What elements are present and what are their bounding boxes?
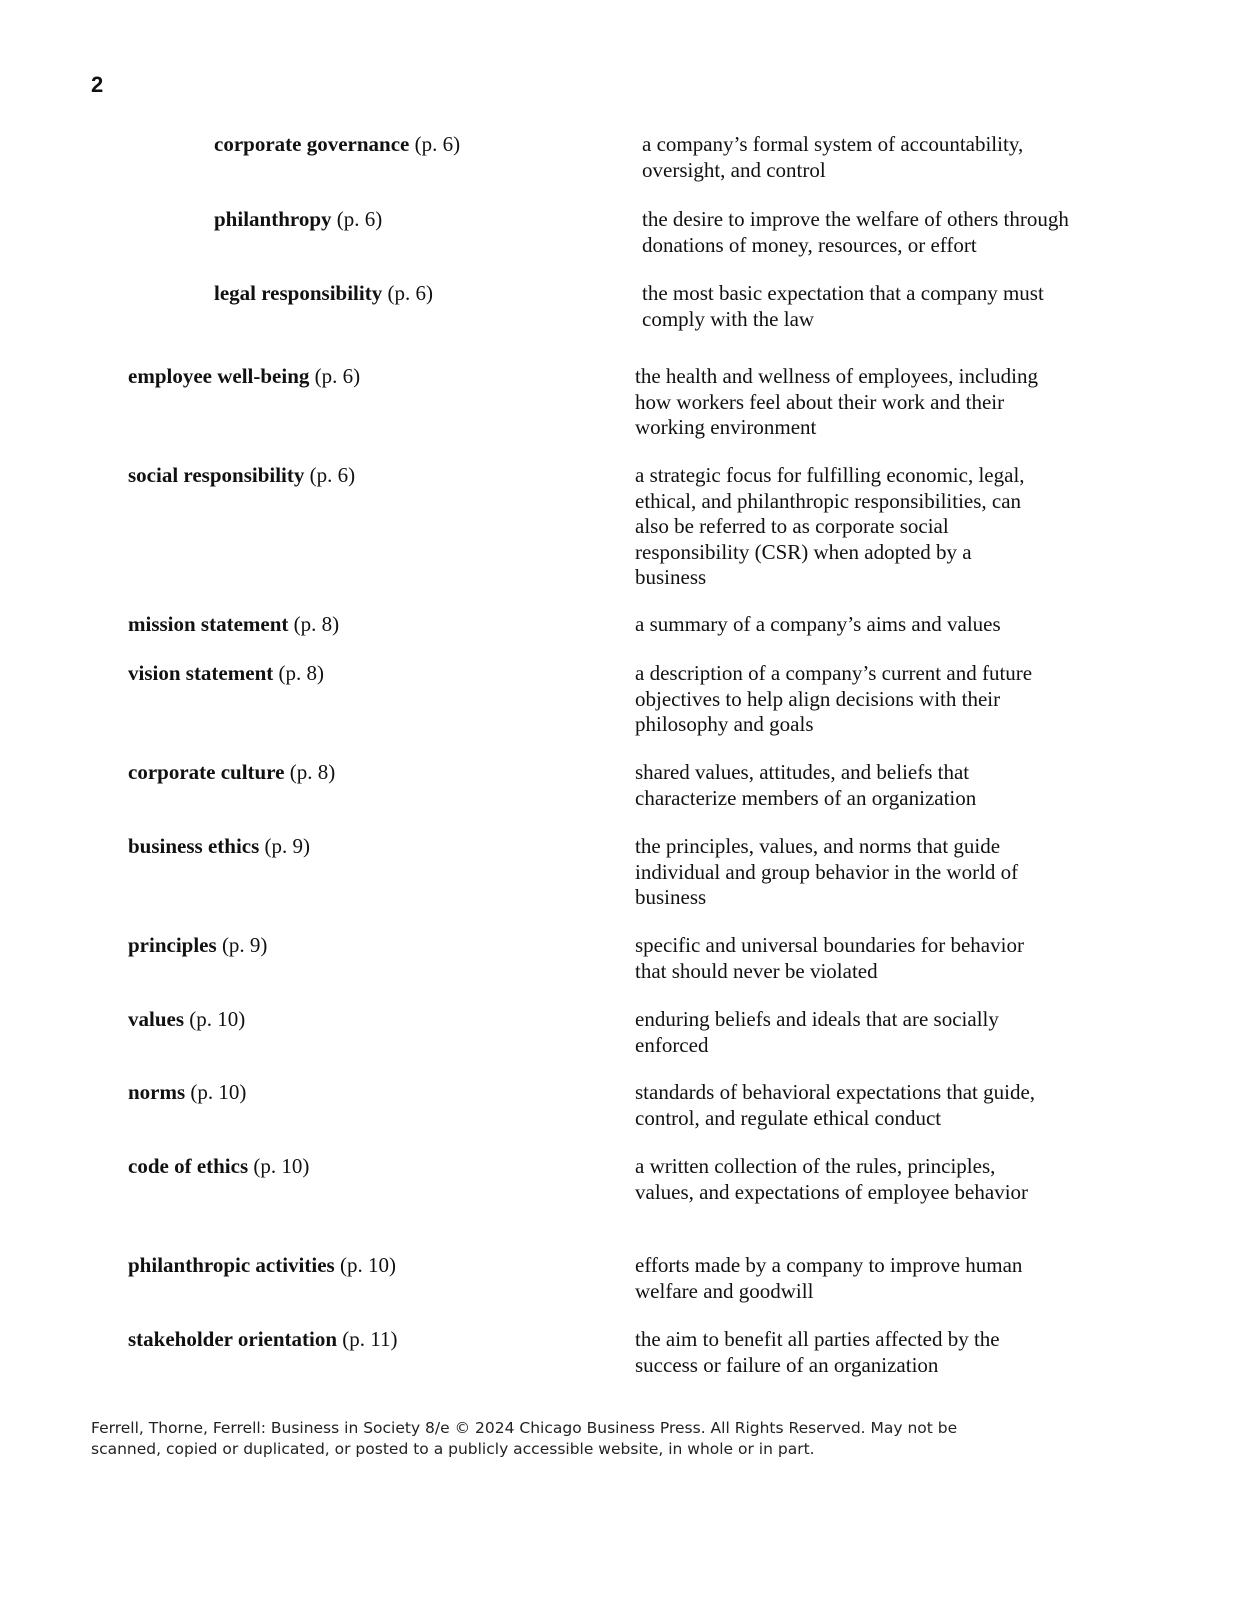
term-page-ref: (p. 8) (293, 612, 340, 636)
term-page-ref: (p. 10) (253, 1154, 310, 1178)
glossary-term (128, 933, 267, 959)
glossary-definition: the aim to benefit all parties affected by the success or failure of an organization (635, 1327, 1000, 1377)
page-number: 2 (91, 72, 104, 97)
term-name: stakeholder orientation (128, 1327, 338, 1351)
glossary-term (128, 1080, 246, 1106)
term-name: code of ethics (128, 1154, 249, 1178)
glossary-term (128, 834, 310, 860)
glossary-term (128, 612, 339, 638)
term-name: legal responsibility (214, 281, 383, 305)
term-page-ref: (p. 6) (414, 132, 461, 156)
glossary-term (128, 1327, 398, 1353)
glossary-definition: shared values, attitudes, and beliefs that characterize members of an organization (635, 760, 977, 810)
term-page-ref: (p. 9) (221, 933, 268, 957)
term-page-ref: (p. 10) (190, 1080, 247, 1104)
glossary-term (214, 281, 433, 307)
glossary-definition: a company’s formal system of accountability, oversight, and control (642, 132, 1024, 182)
term-page-ref: (p. 8) (289, 760, 336, 784)
glossary-definition: the principles, values, and norms that guide individual and group behavior in the world of business (635, 834, 1019, 909)
footer-line: scanned, copied or duplicated, or posted to a publicly accessible website, in whole or in part. (91, 1440, 815, 1458)
glossary-definition: a strategic focus for fulfilling economic, legal, ethical, and philanthropic responsibilities, can also be referred to as corporate social responsibility (CSR) when adopted by a business (635, 463, 1025, 589)
glossary-term (128, 1007, 245, 1033)
term-page-ref: (p. 11) (342, 1327, 398, 1351)
copyright-footer (91, 1418, 991, 1460)
term-name: values (128, 1007, 185, 1031)
term-name: mission statement (128, 612, 289, 636)
glossary-definition: efforts made by a company to improve human welfare and goodwill (635, 1253, 1023, 1303)
glossary-definition: the health and wellness of employees, including how workers feel about their work and their working environment (635, 364, 1038, 439)
glossary-definition: a summary of a company’s aims and values (635, 612, 1001, 636)
glossary-term (128, 661, 324, 687)
glossary-term (128, 1253, 396, 1279)
glossary-term (214, 207, 382, 233)
term-name: corporate governance (214, 132, 410, 156)
glossary-definition: specific and universal boundaries for behavior that should never be violated (635, 933, 1024, 983)
term-page-ref: (p. 6) (314, 364, 361, 388)
glossary-term (128, 1154, 309, 1180)
term-page-ref: (p. 6) (309, 463, 356, 487)
glossary-term (128, 463, 355, 489)
term-name: vision statement (128, 661, 274, 685)
glossary-definition: a description of a company’s current and future objectives to help align decisions with their philosophy and goals (635, 661, 1033, 736)
glossary-term (214, 132, 460, 158)
term-page-ref: (p. 8) (278, 661, 324, 685)
glossary-definition: standards of behavioral expectations that guide, control, and regulate ethical conduct (635, 1080, 1036, 1130)
term-page-ref: (p. 6) (336, 207, 383, 231)
glossary-definition: the desire to improve the welfare of others through donations of money, resources, or effort (642, 207, 1069, 257)
term-name: business ethics (128, 834, 260, 858)
term-page-ref: (p. 10) (189, 1007, 246, 1031)
term-name: social responsibility (128, 463, 305, 487)
glossary-term (128, 760, 335, 786)
term-page-ref: (p. 10) (339, 1253, 396, 1277)
glossary-definition: a written collection of the rules, principles, values, and expectations of employee behavior (635, 1154, 1029, 1204)
term-name: norms (128, 1080, 186, 1104)
term-page-ref: (p. 9) (264, 834, 311, 858)
glossary-definition: the most basic expectation that a company must comply with the law (642, 281, 1044, 331)
term-name: employee well-being (128, 364, 310, 388)
term-name: principles (128, 933, 217, 957)
term-name: philanthropy (214, 207, 332, 231)
term-page-ref: (p. 6) (387, 281, 433, 305)
glossary-definition: enduring beliefs and ideals that are socially enforced (635, 1007, 999, 1057)
footer-line: Ferrell, Thorne, Ferrell: Business in Society 8/e © 2024 Chicago Business Press. All Rights Reserved. May not be (91, 1419, 958, 1437)
glossary-term (128, 364, 360, 390)
term-name: philanthropic activities (128, 1253, 335, 1277)
term-name: corporate culture (128, 760, 285, 784)
